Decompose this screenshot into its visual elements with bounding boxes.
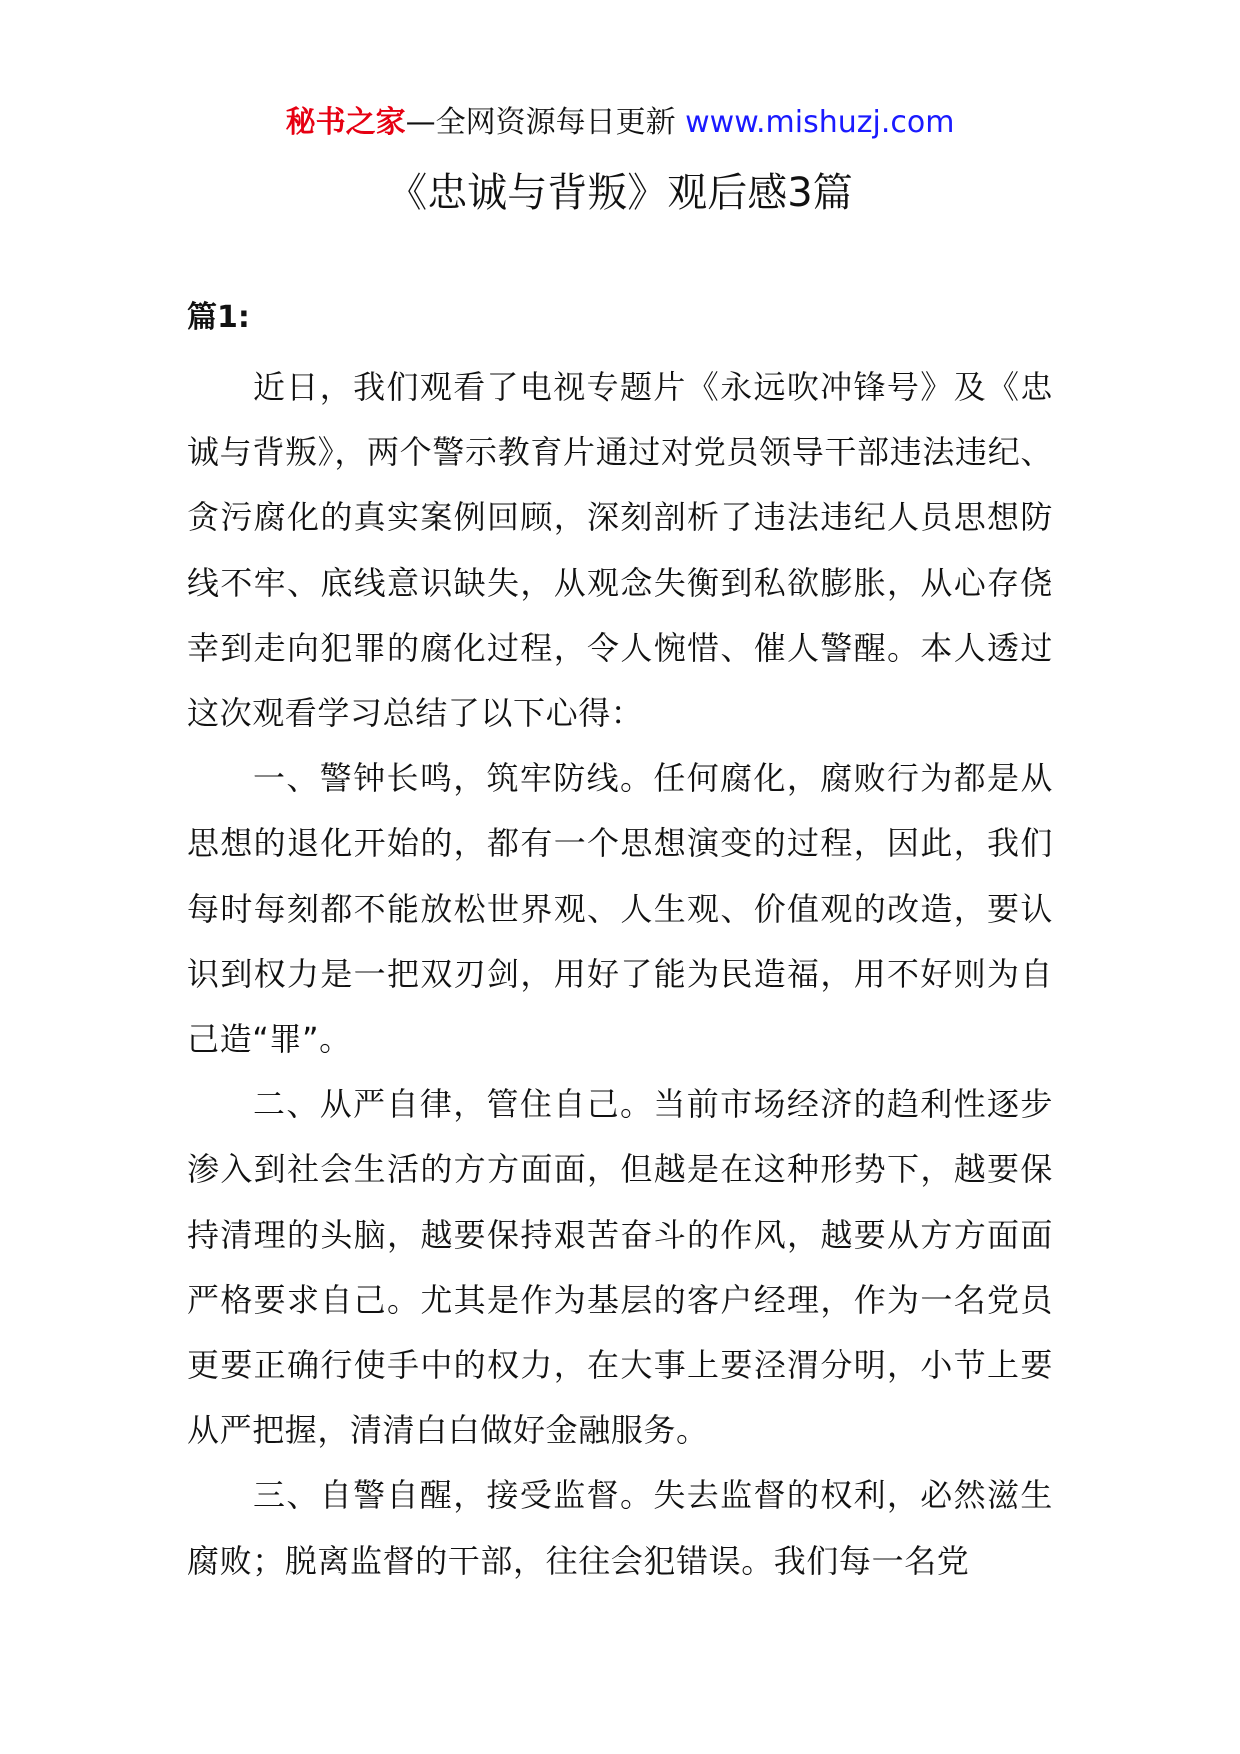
document-title: 《忠诚与背叛》观后感3篇 bbox=[387, 170, 853, 216]
document-body bbox=[187, 295, 1053, 1594]
paragraph: 二、从严自律，管住自己。当前市场经济的趋利性逐步渗入到社会生活的方方面面，但越是在这种形势下，越要保持清理的头脑，越要保持艰苦奋斗的作风，越要从方方面面严格要求自己。尤其是作为基层的客户经理，作为一名党员更要正确行使手中的权力，在大事上要泾渭分明，小节上要从严把握，清清白白做好金融服务。 bbox=[187, 1085, 1053, 1450]
paragraph: 三、自警自醒，接受监督。失去监督的权利，必然滋生腐败；脱离监督的干部，往往会犯错误。我们每一名党 bbox=[187, 1476, 1053, 1580]
site-tagline: —全网资源每日更新 bbox=[405, 105, 686, 140]
paragraph: 一、警钟长鸣，筑牢防线。任何腐化，腐败行为都是从思想的退化开始的，都有一个思想演变的过程，因此，我们每时每刻都不能放松世界观、人生观、价值观的改造，要认识到权力是一把双刃剑，用好了能为民造福，用不好则为自己造“罪”。 bbox=[187, 759, 1053, 1059]
paragraph: 近日，我们观看了电视专题片《永远吹冲锋号》及《忠诚与背叛》，两个警示教育片通过对党员领导干部违法违纪、贪污腐化的真实案例回顾，深刻剖析了违法违纪人员思想防线不牢、底线意识缺失，从观念失衡到私欲膨胀，从心存侥幸到走向犯罪的腐化过程，令人惋惜、催人警醒。本人透过这次观看学习总结了以下心得： bbox=[187, 368, 1053, 733]
site-url-link[interactable]: www.mishuzj.com bbox=[685, 105, 955, 140]
site-header bbox=[0, 100, 1240, 146]
section-heading: 篇1: bbox=[187, 300, 250, 335]
site-name: 秘书之家 bbox=[285, 105, 406, 140]
